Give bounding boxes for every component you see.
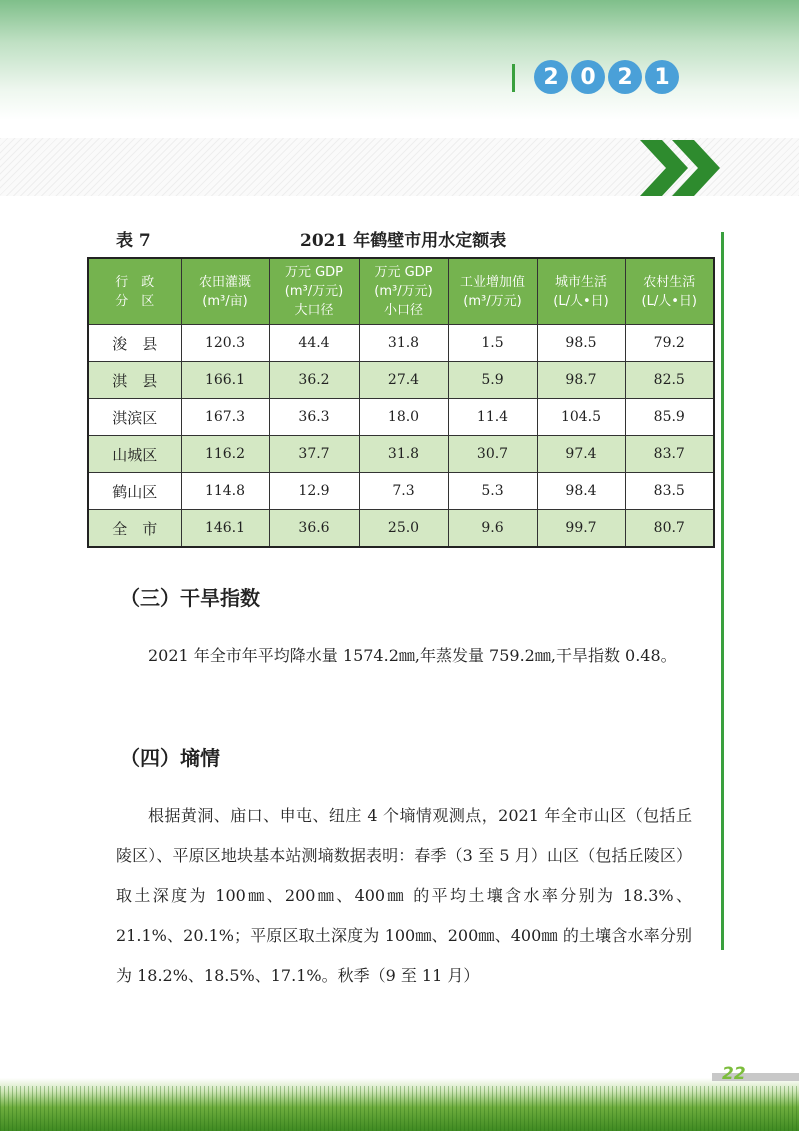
- table-cell: 99.7: [537, 510, 625, 548]
- table-cell: 37.7: [269, 436, 359, 473]
- table-cell: 97.4: [537, 436, 625, 473]
- table-cell: 25.0: [359, 510, 448, 548]
- year-digit: 2: [534, 60, 568, 94]
- table-row: [88, 510, 714, 548]
- table-cell: 36.3: [269, 399, 359, 436]
- page-number: 22: [722, 1064, 746, 1084]
- table-cell: 104.5: [537, 399, 625, 436]
- table-cell: 30.7: [448, 436, 537, 473]
- region-cell: 淇滨区: [88, 399, 181, 436]
- table-cell: 79.2: [625, 325, 714, 362]
- table-cell: 44.4: [269, 325, 359, 362]
- table-title: 2021 年鹤壁市用水定额表: [300, 231, 507, 251]
- region-cell: 全 市: [88, 510, 181, 548]
- table-row: [88, 399, 714, 436]
- paragraph-drought: 2021 年全市年平均降水量 1574.2㎜,年蒸发量 759.2㎜,干旱指数 0.48。: [148, 646, 677, 665]
- table-cell: 9.6: [448, 510, 537, 548]
- table-cell: 116.2: [181, 436, 269, 473]
- table-cell: 120.3: [181, 325, 269, 362]
- section-heading-soil-moisture: （四）墒情: [120, 746, 220, 770]
- table-cell: 31.8: [359, 325, 448, 362]
- table-cell: 166.1: [181, 362, 269, 399]
- table-cell: 7.3: [359, 473, 448, 510]
- grass-footer-band: [0, 1078, 799, 1131]
- table-cell: 98.5: [537, 325, 625, 362]
- region-cell: 淇 县: [88, 362, 181, 399]
- double-chevron-icon: [640, 140, 724, 196]
- year-digit: 1: [645, 60, 679, 94]
- table-row: [88, 362, 714, 399]
- year-digit: 0: [571, 60, 605, 94]
- table-cell: 36.6: [269, 510, 359, 548]
- table-cell: 1.5: [448, 325, 537, 362]
- table-cell: 5.9: [448, 362, 537, 399]
- column-header: 万元 GDP (m³/万元) 大口径: [269, 258, 359, 325]
- table-cell: 82.5: [625, 362, 714, 399]
- table-cell: 146.1: [181, 510, 269, 548]
- table-row: [88, 325, 714, 362]
- table-cell: 83.7: [625, 436, 714, 473]
- column-header: 行 政 分 区: [88, 258, 181, 325]
- side-accent-line: [721, 232, 724, 950]
- table-header-row: [88, 258, 714, 325]
- table-cell: 85.9: [625, 399, 714, 436]
- column-header: 农村生活 (L/人•日): [625, 258, 714, 325]
- table-cell: 98.4: [537, 473, 625, 510]
- section-heading-drought: （三）干旱指数: [120, 586, 260, 610]
- column-header: 农田灌溉 (m³/亩): [181, 258, 269, 325]
- year-digit: 2: [608, 60, 642, 94]
- table-cell: 36.2: [269, 362, 359, 399]
- table-row: [88, 436, 714, 473]
- table-cell: 98.7: [537, 362, 625, 399]
- water-quota-table: [87, 257, 715, 548]
- table-label: 表 7: [116, 231, 151, 251]
- region-cell: 浚 县: [88, 325, 181, 362]
- table-cell: 11.4: [448, 399, 537, 436]
- table-cell: 114.8: [181, 473, 269, 510]
- table-cell: 167.3: [181, 399, 269, 436]
- header-gradient-band: [0, 0, 799, 120]
- region-cell: 山城区: [88, 436, 181, 473]
- table-cell: 31.8: [359, 436, 448, 473]
- table-cell: 12.9: [269, 473, 359, 510]
- column-header: 城市生活 (L/人•日): [537, 258, 625, 325]
- table-cell: 27.4: [359, 362, 448, 399]
- table-row: [88, 473, 714, 510]
- year-divider: [512, 64, 515, 92]
- column-header: 万元 GDP (m³/万元) 小口径: [359, 258, 448, 325]
- table-cell: 83.5: [625, 473, 714, 510]
- table-cell: 80.7: [625, 510, 714, 548]
- table-cell: 5.3: [448, 473, 537, 510]
- region-cell: 鹤山区: [88, 473, 181, 510]
- column-header: 工业增加值 (m³/万元): [448, 258, 537, 325]
- table-cell: 18.0: [359, 399, 448, 436]
- year-badge: [534, 60, 679, 94]
- paragraph-soil-moisture: 根据黄洞、庙口、申屯、纽庄 4 个墒情观测点，2021 年全市山区（包括丘陵区）、平原区地块基本站测墒数据表明：春季（3 至 5 月）山区（包括丘陵区）取土深度为 100㎜、200㎜、400㎜ 的平均土壤含水率分别为 18.3%、21.1%、20.1%；平原区取土深度为 100㎜、200㎜、400㎜ 的土壤含水率分别为 18.2%、18.5%、17.1%。秋季（9 至 11 月）: [116, 806, 692, 985]
